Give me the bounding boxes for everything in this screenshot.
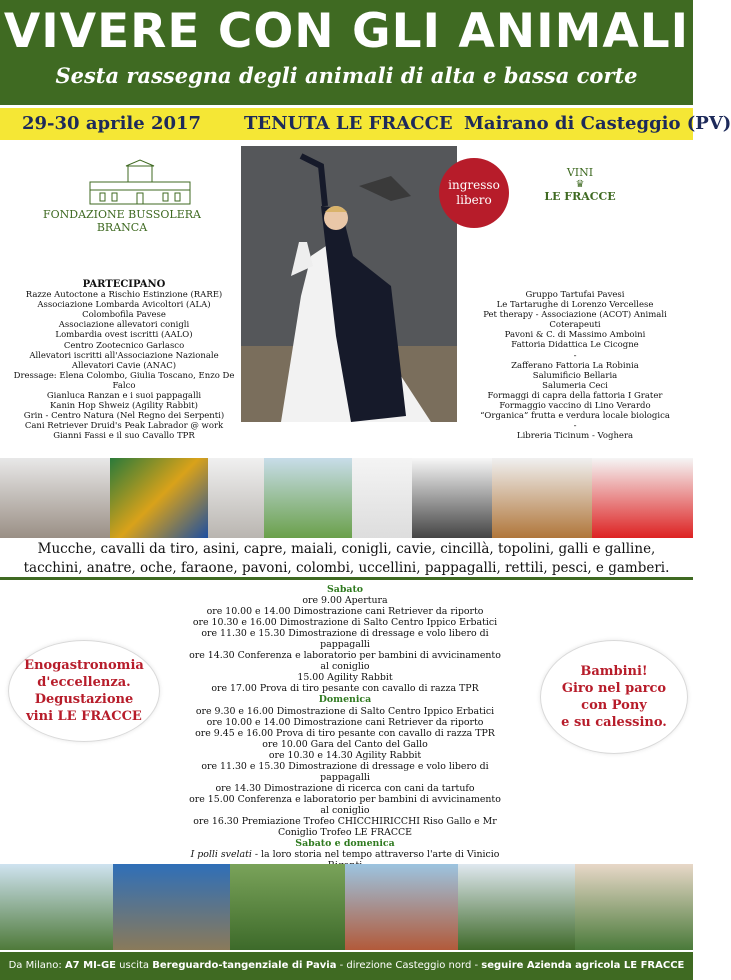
program-item: ore 9.30 e 16.00 Dimostrazione di Salto Centro Ippico Erbatici bbox=[195, 705, 495, 717]
participant-item: Associazione allevatori conigli bbox=[58, 320, 190, 331]
program-item: 15.00 Agility Rabbit bbox=[297, 672, 393, 684]
animals-list bbox=[0, 540, 693, 577]
oval-line: d'eccellenza. bbox=[37, 675, 131, 690]
program-item: ore 16.30 Premiazione Trofeo CHICCHIRICCHI Riso Gallo e Mr Coniglio Trofeo LE FRACCE bbox=[193, 815, 497, 839]
pig-image bbox=[352, 458, 412, 538]
participant-item: Zafferano Fattoria La Robinia bbox=[511, 360, 639, 371]
participant-item: Dressage: Elena Colombo, Giulia Toscano, Enzo De Falco bbox=[13, 370, 235, 391]
participant-item: Kanin Hop Shweiz (Agility Rabbit) bbox=[50, 401, 198, 412]
footer-part-5: - direzione Casteggio nord - bbox=[336, 960, 482, 971]
program-item: ore 10.00 e 14.00 Dimostrazione cani Retriever da riporto bbox=[206, 606, 484, 618]
oval-line: con Pony bbox=[581, 698, 647, 713]
estate-photo-strip bbox=[0, 864, 693, 950]
horse-rider-falcon-image bbox=[241, 146, 457, 422]
participant-item: Centro Zootecnico Garlasco bbox=[63, 340, 185, 351]
free-entry-badge bbox=[439, 158, 509, 228]
participant-item: Salumificio Bellaria bbox=[532, 370, 618, 381]
animals-line-1: Mucche, cavalli da tiro, asini, capre, maiali, conigli, cavie, cincillà, topolini, galli e galline, bbox=[37, 541, 656, 557]
rabbit-image bbox=[208, 458, 264, 538]
foundation-logo-text: FONDAZIONE BUSSOLERA BRANCA bbox=[42, 208, 201, 234]
participant-item: Fattoria Didattica Le Cicogne bbox=[511, 340, 639, 351]
program-item: ore 10.30 e 16.00 Dimostrazione di Salto Centro Ippico Erbatici bbox=[192, 617, 498, 629]
food-wine-oval bbox=[8, 640, 160, 742]
participant-item: “Organica” frutta e verdura locale biologica bbox=[480, 411, 670, 422]
guinea-pig-image bbox=[492, 458, 592, 538]
participant-item: Gianni Fassi e il suo Cavallo TPR bbox=[53, 431, 195, 442]
oval-line: Enogastronomia bbox=[24, 658, 144, 673]
participant-item: Lombardia ovest iscritti (AALO) bbox=[55, 330, 193, 341]
animals-line-2: tacchini, anatre, oche, faraone, pavoni, colombi, uccellini, pappagalli, rettili, pesci, e gamberi. bbox=[23, 559, 670, 576]
poster-subtitle: Sesta rassegna degli animali di alta e bassa corte bbox=[55, 63, 638, 88]
saturday-heading: Sabato bbox=[326, 584, 364, 595]
both-days-heading: Sabato e domenica bbox=[295, 838, 395, 850]
estate-building-image bbox=[345, 864, 458, 950]
participants-heading: PARTECIPANO bbox=[82, 279, 166, 290]
dog-image bbox=[264, 458, 352, 538]
participant-item: Libreria Ticinum - Voghera bbox=[516, 431, 634, 442]
participant-item: Allevatori iscritti all'Associazione Nazionale bbox=[29, 350, 219, 361]
oval-line: Degustazione bbox=[34, 692, 134, 707]
program bbox=[185, 584, 505, 882]
participant-item: Salumeria Ceci bbox=[542, 380, 608, 391]
goat-image bbox=[0, 458, 110, 538]
program-item: ore 10.30 e 14.30 Agility Rabbit bbox=[268, 749, 422, 761]
participant-item: Gruppo Tartufai Pavesi bbox=[525, 290, 625, 300]
program-item: ore 10.00 e 14.00 Dimostrazione cani Retriever da riporto bbox=[206, 716, 484, 728]
program-item: ore 14.30 Conferenza e laboratorio per bambini di avvicinamento al coniglio bbox=[189, 650, 501, 673]
rooster-image bbox=[592, 458, 693, 538]
program-item: ore 11.30 e 15.30 Dimostrazione di dressage e volo libero di pappagalli bbox=[201, 760, 489, 783]
participant-item: Pet therapy - Associazione (ACOT) Animali Coterapeuti bbox=[483, 310, 667, 331]
event-location: Mairano di Casteggio (PV) bbox=[464, 113, 731, 134]
participant-item: Colombofila Pavese bbox=[82, 310, 166, 321]
oval-line: vini LE FRACCE bbox=[26, 709, 142, 724]
footer-part-6: seguire Azienda agricola LE FRACCE bbox=[481, 960, 685, 971]
oval-line: e su calessino. bbox=[561, 715, 667, 730]
exhibit-polli-title: I polli svelati bbox=[190, 849, 252, 861]
program-item: ore 9.45 e 16.00 Prova di tiro pesante con cavallo di razza TPR bbox=[195, 727, 495, 739]
event-venue: TENUTA LE FRACCE bbox=[244, 113, 453, 134]
participant-item: Grin - Centro Natura (Nel Regno dei Serpenti) bbox=[23, 411, 225, 422]
participants-left bbox=[8, 280, 240, 442]
estate-aerial-image bbox=[230, 864, 345, 950]
vini-brand: LE FRACCE bbox=[544, 190, 616, 203]
estate-trees-image bbox=[458, 864, 575, 950]
parrot-image bbox=[110, 458, 208, 538]
participant-item: Gianluca Ranzan e i suoi pappagalli bbox=[46, 391, 202, 402]
participant-item: Le Tartarughe di Lorenzo Vercellese bbox=[496, 300, 654, 311]
participant-item: - bbox=[573, 421, 577, 432]
participant-item: - bbox=[573, 350, 577, 361]
participant-item: Pavoni & C. di Massimo Amboini bbox=[504, 330, 646, 341]
estate-villa-image bbox=[575, 864, 693, 950]
participant-item: Formaggi di capra della fattoria I Grater bbox=[487, 390, 663, 401]
directions-footer bbox=[0, 952, 693, 980]
estate-garden-image bbox=[0, 864, 113, 950]
footer-part-1: Da Milano: bbox=[8, 960, 65, 971]
villa-logo-icon bbox=[80, 160, 200, 208]
participant-item: Formaggio vaccino di Lino Verardo bbox=[499, 401, 651, 412]
participant-item: Razze Autoctone a Rischio Estinzione (RARE) bbox=[25, 290, 223, 301]
rooster-weathervane-image bbox=[113, 864, 230, 950]
crown-icon: ♛ bbox=[575, 179, 585, 190]
exhibit-polli-desc: - la loro storia nel tempo attraverso l'arte di Vinicio bbox=[254, 849, 500, 861]
participants-right bbox=[460, 290, 690, 441]
oval-line: Bambini! bbox=[580, 664, 648, 679]
footer-part-2: A7 MI-GE bbox=[64, 960, 116, 971]
participant-item: Allevatori Cavie (ANAC) bbox=[71, 360, 177, 371]
footer-part-4: Bereguardo-tangenziale di Pavia bbox=[152, 960, 337, 971]
poster-title: VIVERE CON GLI ANIMALI bbox=[3, 4, 690, 59]
event-dates: 29-30 aprile 2017 bbox=[22, 113, 202, 134]
badge-line2: libero bbox=[456, 193, 492, 207]
main-photo bbox=[241, 146, 457, 422]
footer-part-3: uscita bbox=[115, 960, 153, 971]
program-item: ore 10.00 Gara del Canto del Gallo bbox=[262, 738, 428, 750]
divider bbox=[0, 577, 693, 580]
participant-item: Associazione Lombarda Avicoltori (ALA) bbox=[37, 300, 211, 311]
animal-photo-strip bbox=[0, 458, 693, 538]
vini-label: VINI bbox=[566, 166, 594, 179]
kids-oval bbox=[540, 640, 688, 754]
badge-line1: ingresso bbox=[448, 178, 500, 192]
sunday-heading: Domenica bbox=[318, 694, 372, 706]
program-item: ore 17.00 Prova di tiro pesante con cavallo di razza TPR bbox=[211, 683, 479, 695]
program-item: ore 11.30 e 15.30 Dimostrazione di dressage e volo libero di pappagalli bbox=[201, 628, 489, 651]
program-item: ore 15.00 Conferenza e laboratorio per bambini di avvicinamento al coniglio bbox=[189, 793, 501, 816]
program-item: ore 14.30 Dimostrazione di ricerca con cani da tartufo bbox=[215, 782, 475, 794]
participant-item: Cani Retriever Druid's Peak Labrador @ work bbox=[24, 421, 224, 432]
oval-line: Giro nel parco bbox=[561, 681, 667, 696]
vini-logo bbox=[530, 166, 630, 203]
program-item: ore 9.00 Apertura bbox=[302, 595, 388, 607]
hen-image bbox=[412, 458, 492, 538]
